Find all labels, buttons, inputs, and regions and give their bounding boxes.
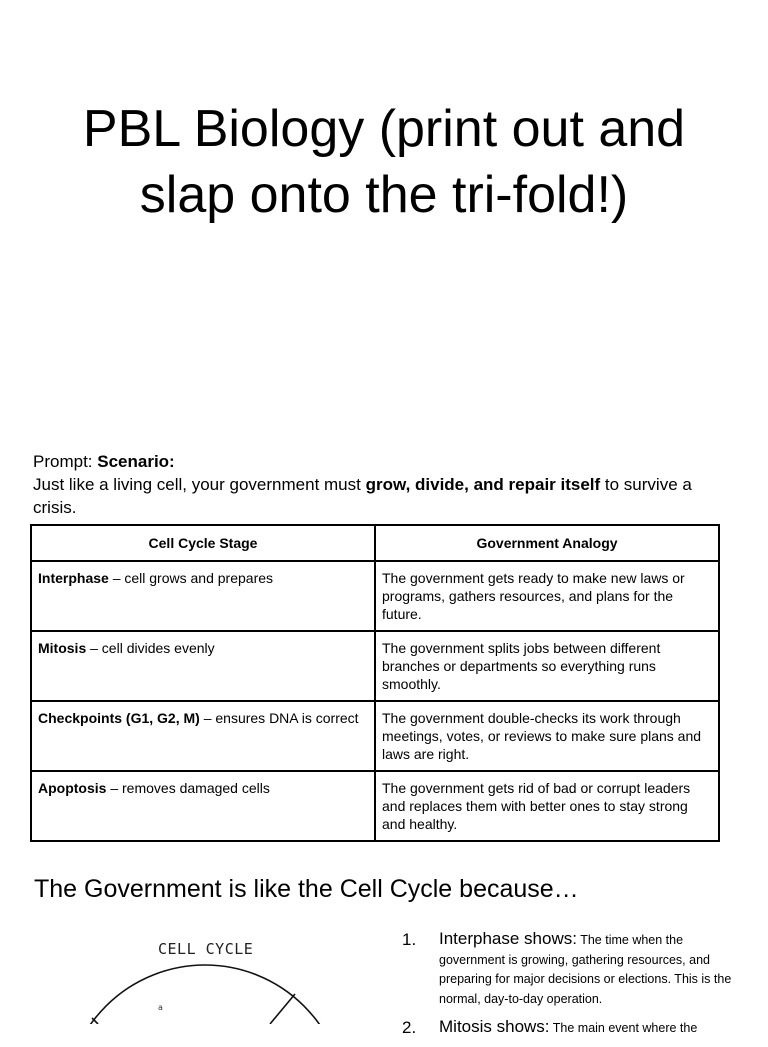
table-header-row (31, 525, 719, 561)
stage-term: Mitosis (38, 640, 87, 656)
list-lead: Mitosis shows: (439, 1017, 550, 1036)
prompt-text-after: to survive a crisis. (33, 475, 692, 517)
list-item (402, 929, 752, 1009)
analogy-cell: The government gets rid of bad or corrupt leaders and replaces them with better ones to stay strong and healthy. (375, 771, 719, 841)
list-text: The main event where the (549, 1021, 698, 1035)
analogy-cell: The government double-checks its work through meetings, votes, or reviews to make sure plans and laws are right. (375, 701, 719, 771)
analogy-table (30, 524, 720, 842)
scenario-label: Scenario: (97, 452, 175, 471)
diagram-label-a: a (158, 1003, 163, 1012)
table-row (31, 561, 719, 631)
stage-description: – cell divides evenly (86, 640, 215, 656)
list-item (402, 1017, 752, 1039)
prompt-text (33, 473, 733, 519)
prompt-block (33, 450, 733, 519)
reasons-list (402, 929, 752, 1047)
prompt-text-before: Just like a living cell, your government must (33, 475, 366, 494)
diagram-title: CELL CYCLE (158, 940, 254, 958)
list-text: The time when the government is growing, gathering resources, and preparing for major decisions or elections. This is the normal, day-to-day operation. (439, 933, 732, 1006)
list-number: 2. (402, 1018, 417, 1037)
header-cell-stage: Cell Cycle Stage (31, 525, 375, 561)
prompt-text-bold: grow, divide, and repair itself (365, 475, 601, 494)
table-row (31, 631, 719, 701)
cycle-divider-right (270, 994, 295, 1024)
section-heading: The Government is like the Cell Cycle because… (34, 875, 579, 903)
analogy-cell: The government gets ready to make new laws or programs, gathers resources, and plans for the future. (375, 561, 719, 631)
stage-cell (31, 701, 375, 771)
stage-description: – ensures DNA is correct (199, 710, 359, 726)
stage-description: – cell grows and prepares (108, 570, 274, 586)
stage-cell (31, 771, 375, 841)
stage-description: – removes damaged cells (106, 780, 270, 796)
page-title (0, 96, 768, 228)
analogy-cell: The government splits jobs between different branches or departments so everything runs smoothly. (375, 631, 719, 701)
cycle-circle (65, 965, 345, 1024)
stage-cell (31, 561, 375, 631)
stage-term: Apoptosis (38, 780, 107, 796)
title-line-2: slap onto the tri-fold!) (139, 166, 629, 224)
prompt-label: Prompt: (33, 452, 98, 471)
cell-cycle-diagram (40, 930, 380, 1024)
prompt-heading (33, 450, 733, 473)
table-row (31, 771, 719, 841)
stage-term: Interphase (38, 570, 109, 586)
table-row (31, 701, 719, 771)
list-number: 1. (402, 930, 417, 949)
title-line-1: PBL Biology (print out and (82, 100, 686, 158)
stage-cell (31, 631, 375, 701)
list-lead: Interphase shows: (439, 929, 577, 948)
header-cell-analogy: Government Analogy (375, 525, 719, 561)
stage-term: Checkpoints (G1, G2, M) (38, 710, 200, 726)
